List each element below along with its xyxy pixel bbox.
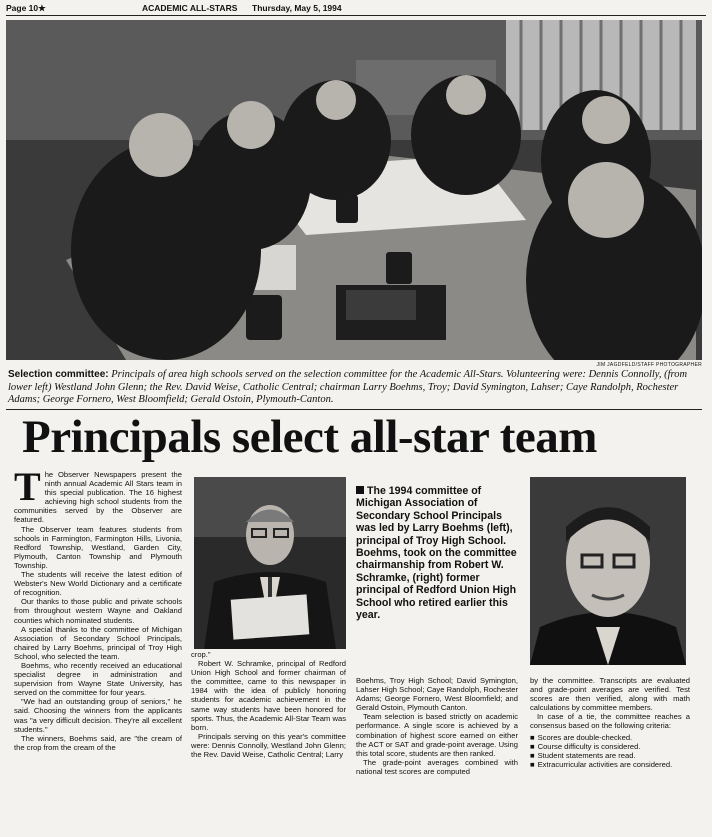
list-item: ■ Extracurricular activities are considered. <box>530 760 690 769</box>
divider <box>6 409 702 410</box>
sidebar-caption-text: The 1994 committee of Michigan Association of Secondary School Principals was led by Larry Boehms (left), principal of Troy High School. Boehms, took on the committee chairmanship from Robert W. Schramke, (right) former principal of Redford Union High School who retired earlier this year. <box>356 485 517 622</box>
paragraph: The grade-point averages combined with national test scores are computed <box>356 757 518 776</box>
drop-cap: T <box>14 464 41 509</box>
paragraph: Robert W. Schramke, principal of Redford Union High School and former chairman of the committee, came to this newspaper in 1984 with the idea of publicly honoring students for academic achievement in the same way students have been honored for sports. Thus, the Academic All-Star Team was born. <box>191 659 346 732</box>
paragraph: by the committee. Transcripts are evaluated and grade-point averages are verified. Test scores are then verified, along with math calculations by committee members. <box>530 676 690 713</box>
committee-photo-image <box>6 20 702 360</box>
paragraph: Team selection is based strictly on academic performance. A single score is achieved by a combination of highest score earned on either the ACT or SAT and grade-point average. Using this total score, students are then ranked. <box>356 712 518 758</box>
article-column-4 <box>530 676 690 769</box>
list-item: ■ Scores are double-checked. <box>530 733 690 742</box>
paragraph: The Observer team features students from schools in Farmington, Farmington Hills, Livonia, Redford Township, Westland, Garden City, Plymouth, Canton Township and Plymouth Township. <box>14 524 182 570</box>
paragraph: A special thanks to the committee of Michigan Association of Secondary School Principals, chaired by Larry Boehms, principal of Troy High School, who selected the team. <box>14 624 182 661</box>
paragraph: Principals serving on this year's committee were: Dennis Connolly, Westland John Glenn; the Rev. David Weise, Catholic Central; Larry <box>191 731 346 760</box>
page-header <box>6 3 706 16</box>
list-item: ■ Course difficulty is considered. <box>530 742 690 751</box>
paragraph: Boehms, Troy High School; David Symington, Lahser High School; Caye Randolph, Rochester Adams; George Fornero, West Bloomfield; and Gerald Ostoin, Plymouth Canton. <box>356 676 518 713</box>
headline: Principals select all-star team <box>22 411 597 463</box>
caption-label: Selection committee: <box>8 369 109 380</box>
paragraph: In case of a tie, the committee reaches a consensus based on the following criteria: <box>530 712 690 731</box>
paragraph: crop." <box>191 650 211 659</box>
paragraph: The students will receive the latest edition of Webster's New World Dictionary and a certificate of recognition. <box>14 570 182 598</box>
committee-photo <box>6 20 702 360</box>
list-item: ■ Student statements are read. <box>530 751 690 760</box>
caption-text: Principals of area high schools served on the selection committee for the Academic All-Stars. Volunteering were: Dennis Connolly, (from lower left) Westland John Glenn; the Rev. David Weise, Catholic Central; chairman Larry Boehms, Troy; David Symington, Lahser; Caye Randolph, Rochester Adams; George Fornero, West Bloomfield; Gerald Ostoin, Plymouth-Canton. <box>8 369 688 405</box>
paragraph: "We had an outstanding group of seniors," he said. Choosing the winners from the applicants was "a very difficult decision. They're all excellent students." <box>14 697 182 734</box>
section-name: ACADEMIC ALL-STARS <box>142 3 238 13</box>
article-column-1 <box>14 464 182 752</box>
bullet-square <box>356 486 364 494</box>
schramke-photo <box>530 477 686 665</box>
page-number: Page 10★ <box>6 3 46 13</box>
paragraph: he Observer Newspapers present the ninth annual Academic All Stars team in this special publication. The 16 highest achieving high school students from the communities served by the Observer are featured. <box>14 470 182 525</box>
boehms-portrait <box>194 477 346 649</box>
paragraph: The winners, Boehms said, are "the cream of the crop from the cream of the <box>14 733 182 752</box>
article-column-2 <box>191 650 346 759</box>
photo-credit: JIM JAGDFELD/STAFF PHOTOGRAPHER <box>596 362 702 368</box>
boehms-photo <box>194 477 346 649</box>
paragraph: Boehms, who recently received an educational specialist degree in administration and supervision from Wayne State University, has served on the committee for four years. <box>14 660 182 698</box>
schramke-portrait <box>530 477 686 665</box>
paragraph: Our thanks to those public and private schools from throughout western Wayne and Oakland counties which nominated students. <box>14 597 182 625</box>
criteria-list <box>530 733 690 769</box>
issue-date: Thursday, May 5, 1994 <box>252 3 342 13</box>
article-column-3 <box>356 676 518 776</box>
sidebar-caption <box>356 485 520 621</box>
photo-caption <box>8 369 702 407</box>
